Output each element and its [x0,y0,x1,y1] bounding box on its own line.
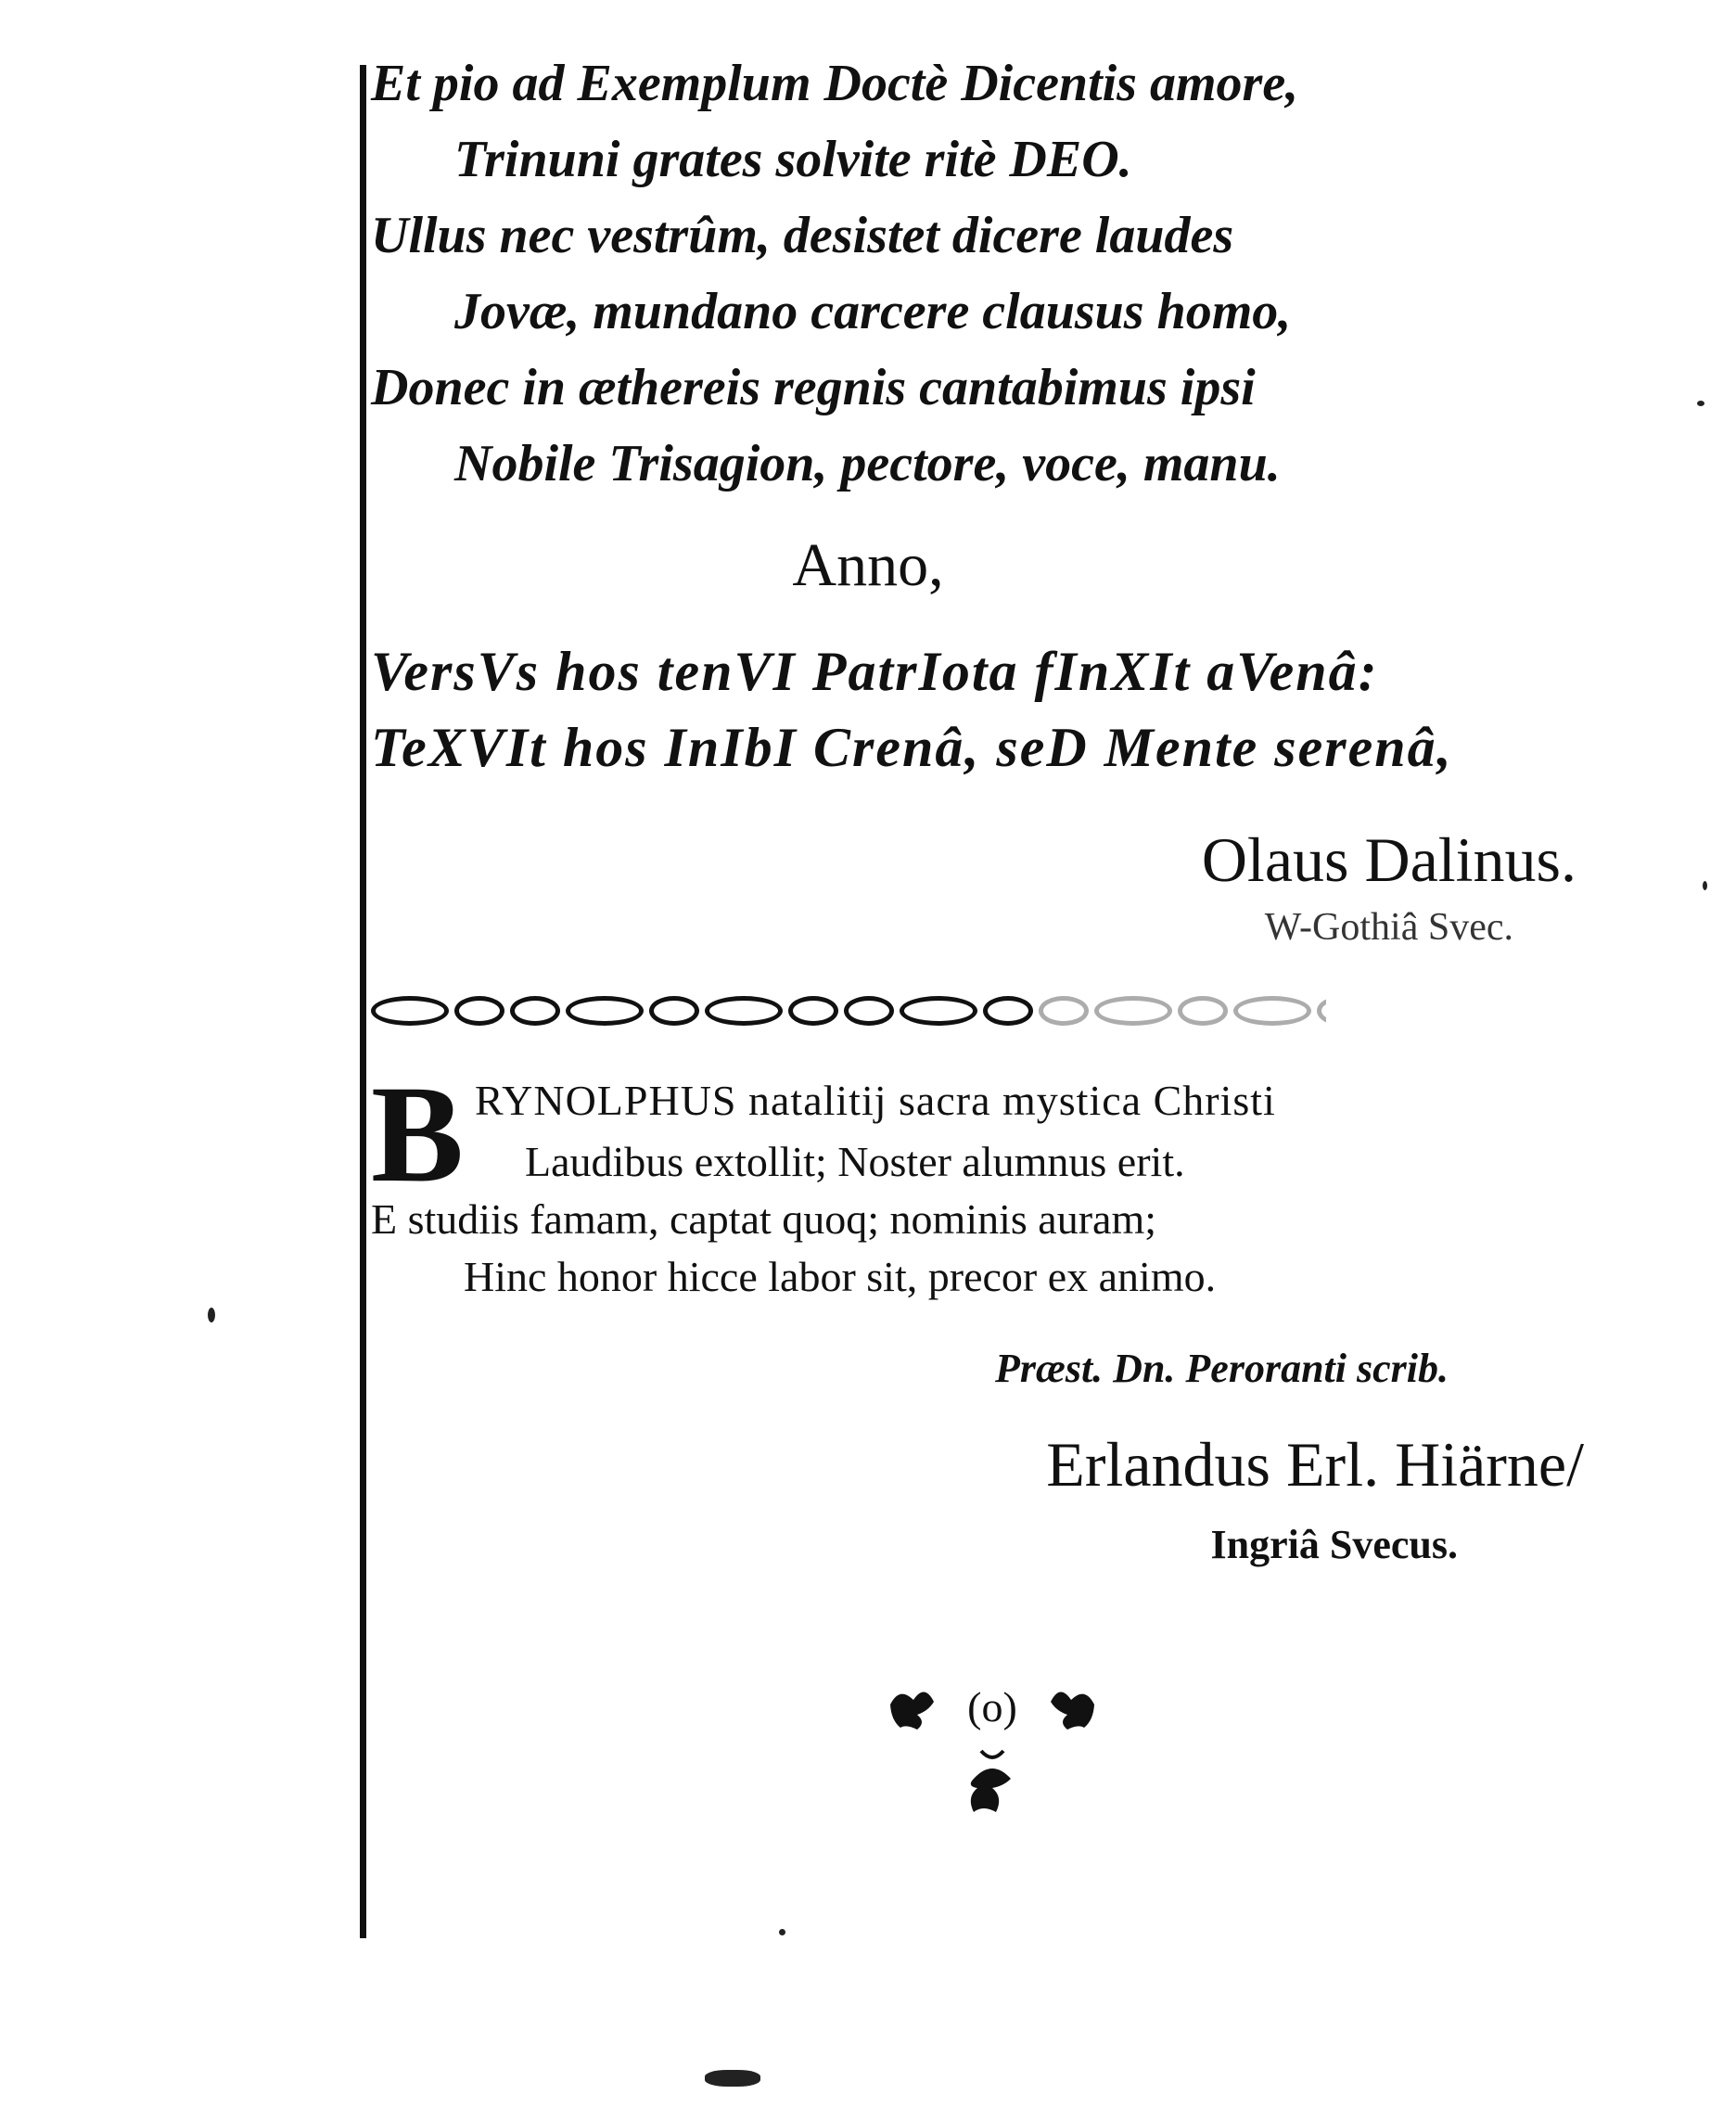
epigram-line-4: Hinc honor hicce labor sit, precor ex animo. [464,1253,1217,1300]
ornament-link [900,996,977,1026]
left-margin-rule [360,65,366,1938]
vignette-text: (o) [967,1683,1017,1730]
poem-line-3: Ullus nec vestrûm, desistet dicere laudes [371,207,1234,264]
ink-speck [1697,401,1704,406]
ink-blot [705,2070,760,2087]
dedication-line: Præst. Dn. Peroranti scrib. [995,1346,1449,1391]
drop-cap-letter: B [371,1057,465,1211]
ornament-link [566,996,644,1026]
signature-name-2: Erlandus Erl. Hiärne/ [1046,1429,1584,1500]
ornament-link [705,996,783,1026]
ornament-link [1233,996,1311,1026]
poem-line-2: Trinuni grates solvite ritè DEO. [454,131,1132,188]
ornament-link [1039,996,1089,1026]
ornament-link [788,996,838,1026]
ornament-link [649,996,699,1026]
signature-origin-2: Ingriâ Svecus. [1210,1522,1458,1567]
chronogram-line-1: VersVs hos tenVI PatrIota fInXIt aVenâ: [371,641,1379,702]
epigram-line-1: RYNOLPHUS natalitij sacra mystica Christi [475,1077,1276,1124]
ornamental-border [371,992,1326,1029]
ornament-link [454,996,504,1026]
epigram-line-3: E studiis famam, captat quoq; nominis auram; [371,1195,1157,1243]
ink-speck [208,1308,215,1322]
chronogram-heading: Anno, [792,531,944,599]
signature-name-1: Olaus Dalinus. [1201,824,1576,895]
ornament-link [1317,996,1326,1026]
poem-line-6: Nobile Trisagion, pectore, voce, manu. [454,435,1281,492]
signature-origin-1: W-Gothiâ Svec. [1264,906,1513,949]
ornament-link [1178,996,1228,1026]
printers-ornament-icon [872,1667,1113,1834]
chronogram-line-2: TeXVIt hos InIbI Crenâ, seD Mente serenâ, [371,717,1453,778]
poem-line-4: Jovæ, mundano carcere clausus homo, [454,283,1292,340]
epigram-line-2: Laudibus extollit; Noster alumnus erit. [525,1138,1185,1185]
ornament-link [1094,996,1172,1026]
ink-speck [779,1929,785,1935]
ornament-link [371,996,449,1026]
ornament-link [844,996,894,1026]
poem-line-1: Et pio ad Exemplum Doctè Dicentis amore, [371,55,1299,112]
ornament-link [983,996,1033,1026]
ink-speck [1703,881,1707,890]
ornament-link [510,996,560,1026]
poem-line-5: Donec in æthereis regnis cantabimus ipsi [371,359,1256,416]
